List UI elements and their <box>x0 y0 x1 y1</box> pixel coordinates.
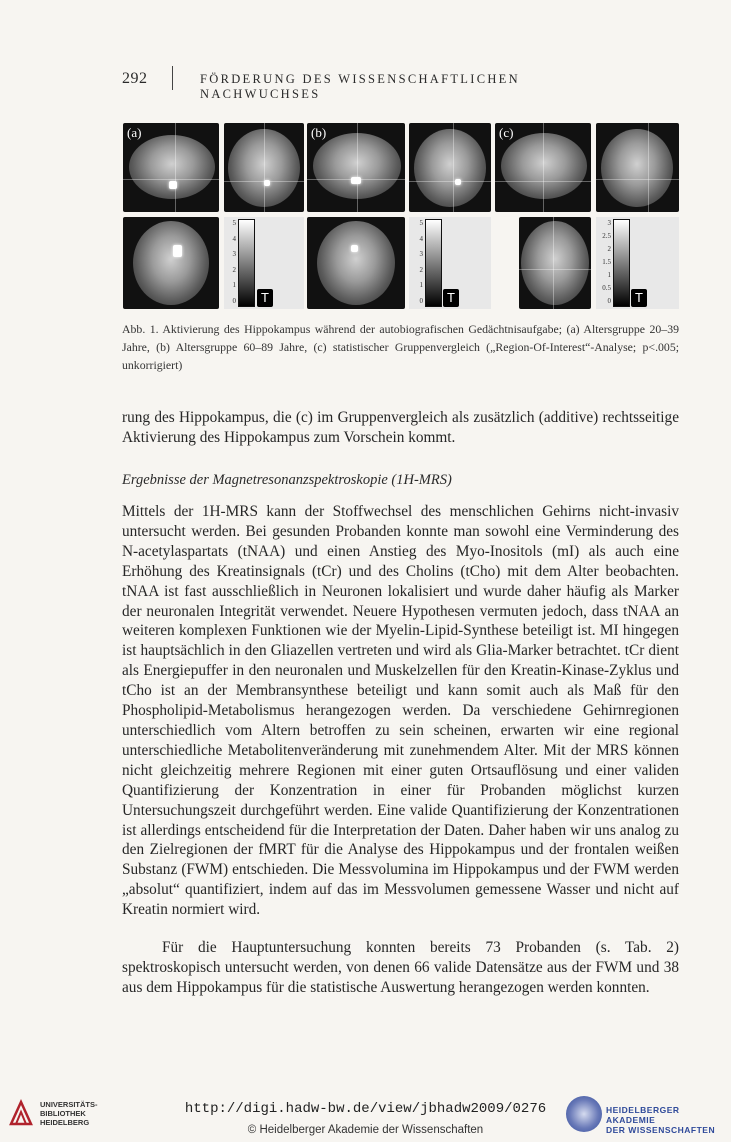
colorbar-symbol-c: T <box>635 290 643 305</box>
scan-a-axial <box>123 217 219 309</box>
colorbar-ticks-a: 5 4 3 2 1 0 <box>232 219 236 305</box>
library-logo-line-1: UNIVERSITÄTS- <box>40 1100 98 1109</box>
header-divider <box>172 66 173 90</box>
scan-b-axial <box>307 217 405 309</box>
scan-c-axial <box>519 217 591 309</box>
scan-b-coronal <box>409 123 491 212</box>
colorbar-ticks-b: 5 4 3 2 1 0 <box>419 219 423 305</box>
academy-logo-line-2: DER WISSENSCHAFTEN <box>606 1125 716 1135</box>
page-number: 292 <box>122 70 148 87</box>
academy-logo-line-1: HEIDELBERGER AKADEMIE <box>606 1105 680 1125</box>
panel-label-c: (c) <box>499 125 514 140</box>
library-logo-line-2: BIBLIOTHEK <box>40 1109 86 1118</box>
permalink-url[interactable]: http://digi.hadw-bw.de/view/jbhadw2009/0276 <box>184 1101 547 1117</box>
scan-a-sagittal <box>123 123 219 212</box>
paragraph-continuation: rung des Hippokampus, die (c) im Gruppenvergleich als zusätzlich (additive) rechtsseitige Aktivierung des Hippokampus zum Vorschein kommt. <box>122 409 679 446</box>
section-subheading: Ergebnisse der Magnetresonanzspektroskopie (1H-MRS) <box>122 472 452 488</box>
colorbar-symbol-b: T <box>447 290 455 305</box>
paragraph-mrs: Mittels der 1H-MRS kann der Stoffwechsel des menschlichen Gehirns nicht-invasiv untersucht werden. Bei gesunden Probanden konnte man sowohl eine Verminderung des N-acetylaspartats (tNAA) und einen Anstieg des Myo-Inositols (mI) als auch eine Erhöhung des Kreatinsignals (tCr) und des Cholins (tCho) mit dem Alter beobachten. tNAA ist fast ausschließlich in Neuronen lokalisiert und wurde daher häufig als Marker der neuronalen Integrität verwendet. Neuere Hypothesen vermuten jedoch, dass tNAA an weiteren komplexen Funktionen wie der Myelin-Lipid-Synthese beteiligt ist. MI hingegen ist hauptsächlich in den Gliazellen vertreten und wird als Glia-Marker betrachtet. tCr dient als Energiepuffer in den neuronalen und Muskelzellen für den Kreatin-Kinase-Zyklus und tCho ist an der Membransynthese beteiligt und kann somit auch als Maß für den Phospholipid-Metabolismus herangezogen werden. Da verschiedene Gehirnregionen unterschiedlich vom Altern betroffen zu sein scheinen, erwarten wir eine regional unterschiedliche Metabolitenveränderung mit zunehmendem Alter. Mit der MRS können nicht gleichzeitig mehrere Regionen mit einer guten Ortsauflösung und einer validen Quantifizierung der Konzentration in einer für Probanden möglichst kurzen Untersuchungszeit durchgeführt werden. Eine valide Quantifizierung der Konzentrationen ist allerdings entscheidend für die Interpretation der Daten. Daher haben wir uns analog zu den Zielregionen der fMRT für die Analyse des Hippokampus und der frontalen weißen Substanz (FWM) entschieden. Die Messvolumina im Hippokampus und der FWM werden „absolut“ quantifiziert, indem auf das im Messvolumen gemessene Wasser und nicht auf Kreatin normiert wird. <box>122 503 679 919</box>
scan-b-sagittal <box>307 123 405 212</box>
panel-label-b: (b) <box>311 125 327 140</box>
colorbar-a <box>238 219 255 307</box>
academy-seal-icon <box>566 1096 602 1132</box>
scan-c-coronal <box>596 123 679 212</box>
library-logo-line-3: HEIDELBERG <box>40 1118 90 1127</box>
panel-label-a: (a) <box>127 125 142 140</box>
scan-c-sagittal <box>495 123 591 212</box>
figure-brain-scans <box>123 123 679 309</box>
running-header <box>122 66 642 101</box>
paragraph-main-study: Für die Hauptuntersuchung konnten bereits 73 Probanden (s. Tab. 2) spektroskopisch untersucht werden, von denen 66 valide Datensätze aus der FWM und 38 aus dem Hippokampus für die statistische Auswertung herangezogen werden konnten. <box>122 939 679 996</box>
colorbar-symbol-a: T <box>261 290 269 305</box>
copyright-notice: © Heidelberger Akademie der Wissenschaften <box>247 1124 484 1136</box>
running-title: FÖRDERUNG DES WISSENSCHAFTLICHEN NACHWUCHSES <box>200 72 520 101</box>
colorbar-b <box>425 219 442 307</box>
colorbar-c <box>613 219 630 307</box>
academy-logo <box>566 1096 726 1136</box>
scan-a-coronal <box>224 123 304 212</box>
figure-caption: Abb. 1. Aktivierung des Hippokampus während der autobiografischen Gedächtnisaufgabe; (a) Altersgruppe 20–39 Jahre, (b) Altersgruppe 60–89 Jahre, (c) statistischer Gruppenvergleich („Region-Of-Interest“-Analyse; p<.005; unkorrigiert) <box>122 322 679 372</box>
colorbar-ticks-c: 3 2.5 2 1.5 1 0.5 0 <box>602 219 611 305</box>
